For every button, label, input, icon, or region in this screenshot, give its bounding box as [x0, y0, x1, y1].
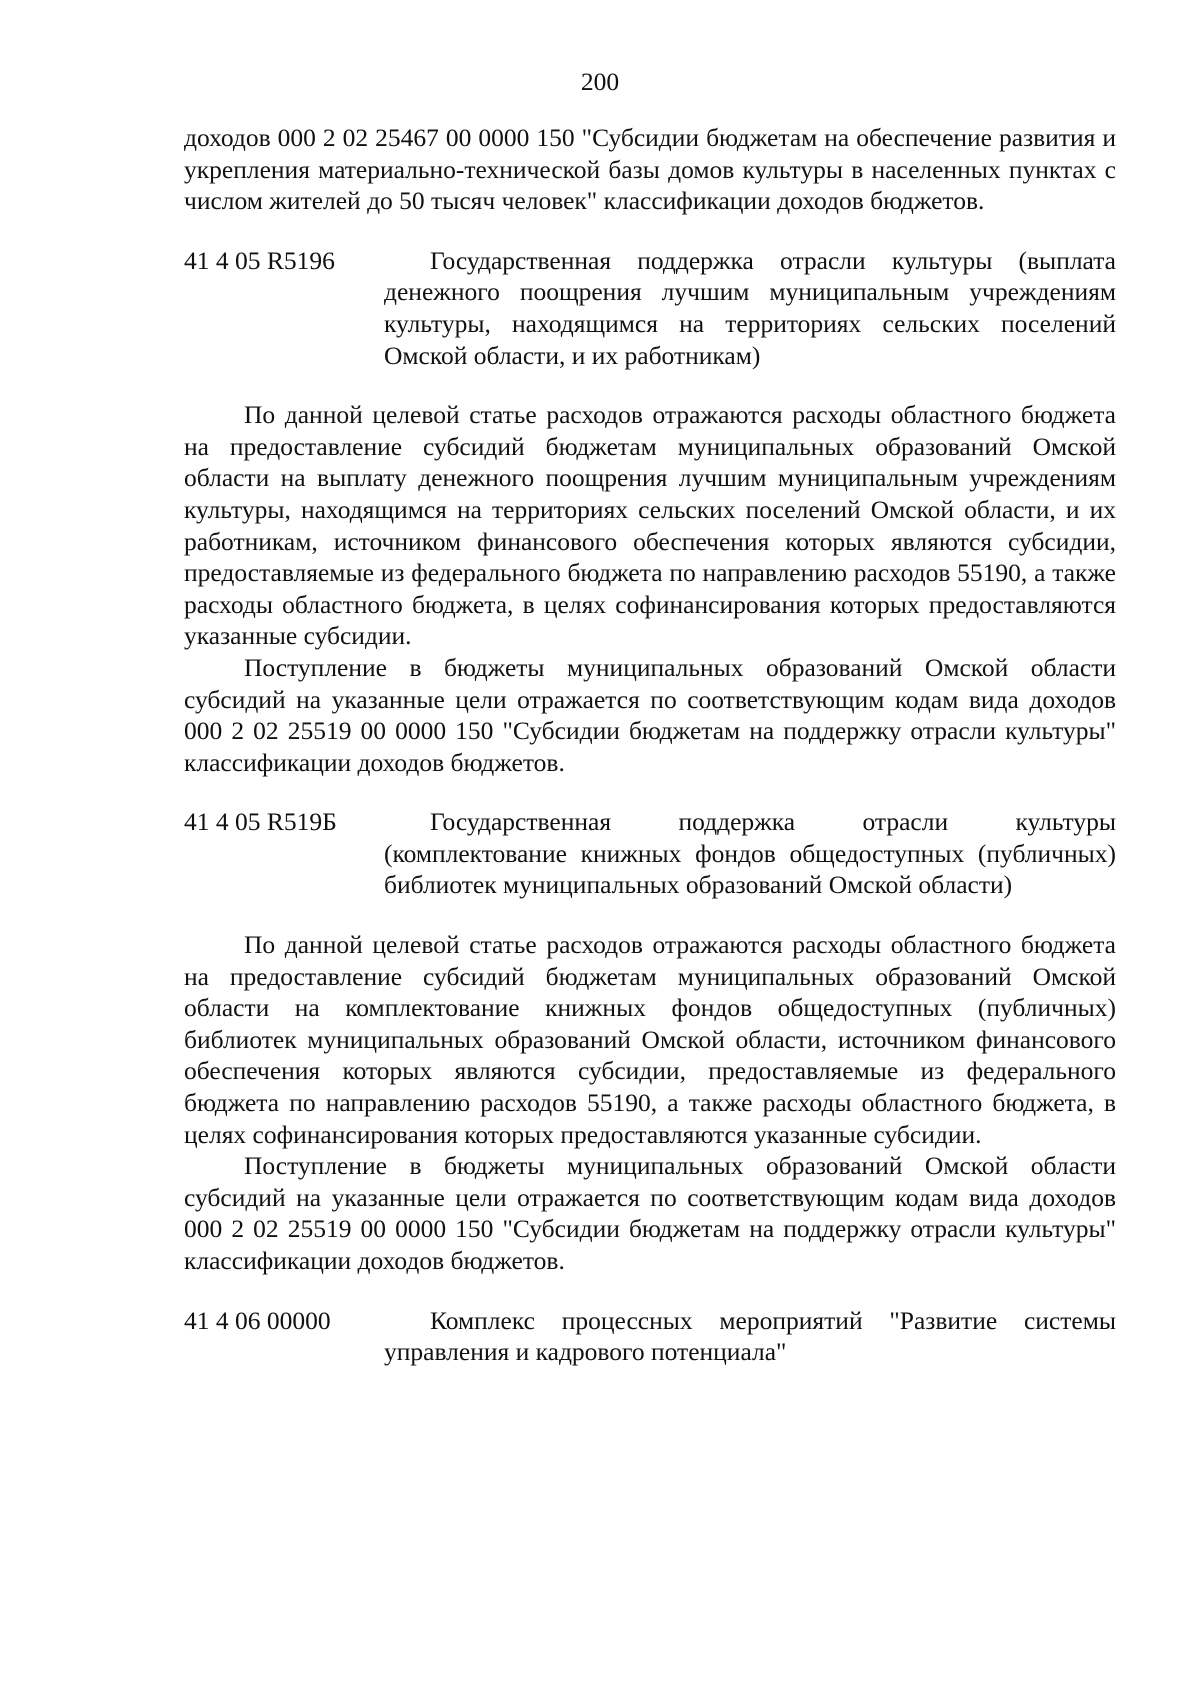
entry-code: 41 4 05 R5196	[184, 245, 335, 275]
document-body	[184, 122, 1116, 1368]
page-number: 200	[580, 67, 620, 96]
entry-title: Государственная поддержка отрасли культуры (выплата денежного поощрения лучшим муниципальным учреждениям культуры, находящимся на территориях сельских поселений Омской области, и их работникам)	[384, 245, 1116, 370]
paragraph: Поступление в бюджеты муниципальных образований Омской области субсидий на указанные цели отражается по соответствующим кодам вида доходов 000 2 02 25519 00 0000 150 "Субсидии бюджетам на поддержку отрасли культуры" классификации доходов бюджетов.	[184, 652, 1116, 777]
budget-entry-060000	[184, 1305, 1116, 1368]
budget-entry-r519b	[184, 806, 1116, 901]
entry-title: Государственная поддержка отрасли культуры (комплектование книжных фондов общедоступных (публичных) библиотек муниципальных образований Омской области)	[384, 807, 1116, 900]
entry-title: Комплекс процессных мероприятий "Развитие системы управления и кадрового потенциала"	[384, 1305, 1116, 1367]
paragraph: Поступление в бюджеты муниципальных образований Омской области субсидий на указанные цели отражается по соответствующим кодам вида доходов 000 2 02 25519 00 0000 150 "Субсидии бюджетам на поддержку отрасли культуры" классификации доходов бюджетов.	[184, 1151, 1116, 1275]
entry-code: 41 4 06 00000	[184, 1305, 331, 1335]
entry-code: 41 4 05 R519Б	[184, 807, 337, 837]
paragraph-continuation: доходов 000 2 02 25467 00 0000 150 "Субсидии бюджетам на обеспечение развития и укрепления материально-технической базы домов культуры в населенных пунктах с числом жителей до 50 тысяч человек" классификации доходов бюджетов.	[184, 123, 1116, 216]
paragraph: По данной целевой статье расходов отражаются расходы областного бюджета на предоставление субсидий бюджетам муниципальных образований Омской области на выплату денежного поощрения лучшим муниципальным учреждениям культуры, находящимся на территориях сельских поселений Омской области, и их работникам, источником финансового обеспечения которых являются субсидии, предоставляемые из федерального бюджета по направлению расходов 55190, а также расходы областного бюджета, в целях софинансирования которых предоставляются указанные субсидии.	[184, 400, 1116, 651]
paragraph: По данной целевой статье расходов отражаются расходы областного бюджета на предоставление субсидий бюджетам муниципальных образований Омской области на комплектование книжных фондов общедоступных (публичных) библиотек муниципальных образований Омской области, источником финансового обеспечения которых являются субсидии, предоставляемые из федерального бюджета по направлению расходов 55190, а также расходы областного бюджета, в целях софинансирования которых предоставляются указанные субсидии.	[184, 930, 1116, 1149]
budget-entry-r5196	[184, 245, 1116, 371]
